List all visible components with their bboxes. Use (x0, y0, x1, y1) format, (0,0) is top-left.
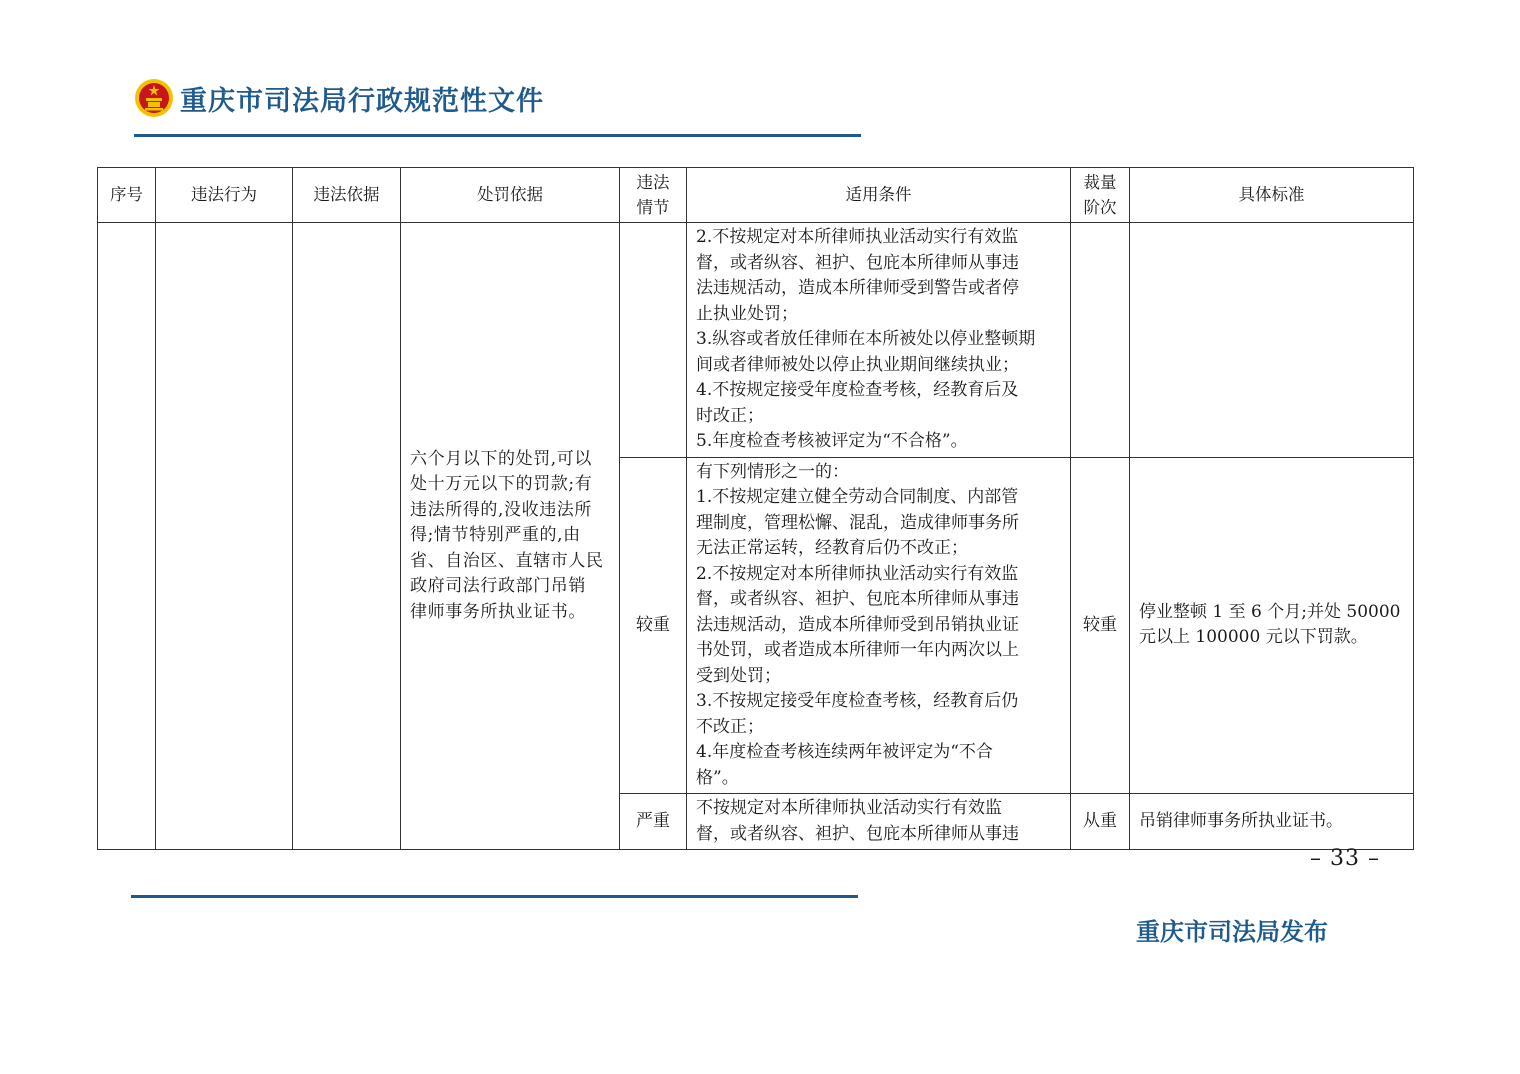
header-cell-severity (620, 168, 687, 223)
cell-text-line: 3.不按规定接受年度检查考核，经教育后仍 (696, 691, 1019, 711)
cell-text-line: 5.年度检查考核被评定为“不合格”。 (696, 431, 968, 451)
cell-conditions (687, 794, 1071, 850)
cell-text-line: 元以上 100000 元以下罚款。 (1139, 627, 1368, 648)
header-text-line: 阶次 (1083, 198, 1117, 217)
cell-text-line: 督，或者纵容、袒护、包庇本所律师从事违 (696, 252, 1019, 273)
cell-text-line: 吊销律师事务所执业证书。 (1139, 810, 1343, 831)
cell-text-line: 有下列情形之一的： (696, 461, 849, 482)
cell-level: 较重 (1071, 457, 1130, 794)
cell-text-line: 4.不按规定接受年度检查考核，经教育后及 (696, 380, 1019, 400)
cell-text-line: 2.不按规定对本所律师执业活动实行有效监 (696, 227, 1019, 247)
header-cell-standard: 具体标准 (1130, 168, 1414, 223)
header-cell-conditions: 适用条件 (687, 168, 1071, 223)
cell-penalty-basis (401, 223, 620, 850)
header-text-line: 违法 (636, 172, 670, 192)
cell-text-line: 无法正常运转，经教育后仍不改正； (696, 538, 968, 558)
header-text-line: 情节 (636, 198, 670, 217)
cell-text-line: 六个月以下的处罚,可以 (410, 448, 593, 469)
footer-divider (131, 895, 858, 898)
cell-text-line: 法违规活动，造成本所律师受到警告或者停 (696, 278, 1019, 298)
cell-text-line: 督，或者纵容、袒护、包庇本所律师从事违 (696, 823, 1019, 844)
table-header-row (98, 168, 1414, 223)
cell-text-line: 书处罚，或者造成本所律师一年内两次以上 (696, 640, 1019, 660)
header-cell-index: 序号 (98, 168, 156, 223)
footer-publisher: 重庆市司法局发布 (1136, 918, 1328, 946)
document-header-title: 重庆市司法局行政规范性文件 (180, 85, 544, 117)
cell-text-line: 格”。 (696, 767, 739, 788)
header-divider (134, 134, 861, 137)
cell-conditions (687, 457, 1071, 794)
cell-severity (620, 223, 687, 458)
cell-text-line: 省、自治区、直辖市人民 (410, 550, 604, 571)
cell-text-line: 1.不按规定建立健全劳动合同制度、内部管 (696, 487, 1019, 507)
header-cell-penalty-basis: 处罚依据 (401, 168, 620, 223)
cell-text-line: 受到处罚； (696, 665, 781, 686)
cell-text-line: 3.纵容或者放任律师在本所被处以停业整顿期 (696, 329, 1036, 349)
penalty-discretion-table (97, 167, 1414, 850)
cell-level: 从重 (1071, 794, 1130, 850)
header-text-line: 裁量 (1083, 172, 1117, 192)
table-row (98, 223, 1414, 458)
cell-text-line: 政府司法行政部门吊销 (410, 576, 586, 597)
cell-standard (1130, 223, 1414, 458)
cell-violation (156, 223, 293, 850)
cell-text-line: 时改正； (696, 405, 764, 426)
cell-level (1071, 223, 1130, 458)
cell-severity: 严重 (620, 794, 687, 850)
cell-text-line: 停业整顿 1 至 6 个月;并处 50000 (1139, 601, 1401, 622)
cell-text-line: 理制度，管理松懈、混乱，造成律师事务所 (696, 512, 1019, 533)
cell-severity: 较重 (620, 457, 687, 794)
cell-standard (1130, 457, 1414, 794)
cell-text-line: 违法所得的,没收违法所 (410, 499, 593, 520)
header-cell-violation-basis: 违法依据 (293, 168, 401, 223)
cell-violation-basis (293, 223, 401, 850)
header-cell-level (1071, 168, 1130, 223)
cell-index (98, 223, 156, 850)
cell-text-line: 4.年度检查考核连续两年被评定为“不合 (696, 742, 993, 762)
cell-text-line: 律师事务所执业证书。 (410, 601, 586, 622)
header-cell-violation: 违法行为 (156, 168, 293, 223)
cell-text-line: 处十万元以下的罚款;有 (410, 474, 593, 495)
cell-text-line: 法违规活动，造成本所律师受到吊销执业证 (696, 614, 1019, 635)
cell-conditions (687, 223, 1071, 458)
cell-text-line: 督，或者纵容、袒护、包庇本所律师从事违 (696, 589, 1019, 609)
cell-text-line: 不改正； (696, 716, 764, 737)
cell-text-line: 止执业处罚； (696, 303, 798, 324)
national-emblem-icon (134, 78, 174, 118)
document-header (134, 78, 544, 118)
cell-standard (1130, 794, 1414, 850)
cell-text-line: 不按规定对本所律师执业活动实行有效监 (696, 798, 1002, 818)
page-number: – 33 – (1310, 846, 1380, 871)
cell-text-line: 2.不按规定对本所律师执业活动实行有效监 (696, 563, 1019, 584)
cell-text-line: 间或者律师被处以停止执业期间继续执业； (696, 354, 1019, 375)
cell-text-line: 得;情节特别严重的,由 (410, 525, 581, 546)
